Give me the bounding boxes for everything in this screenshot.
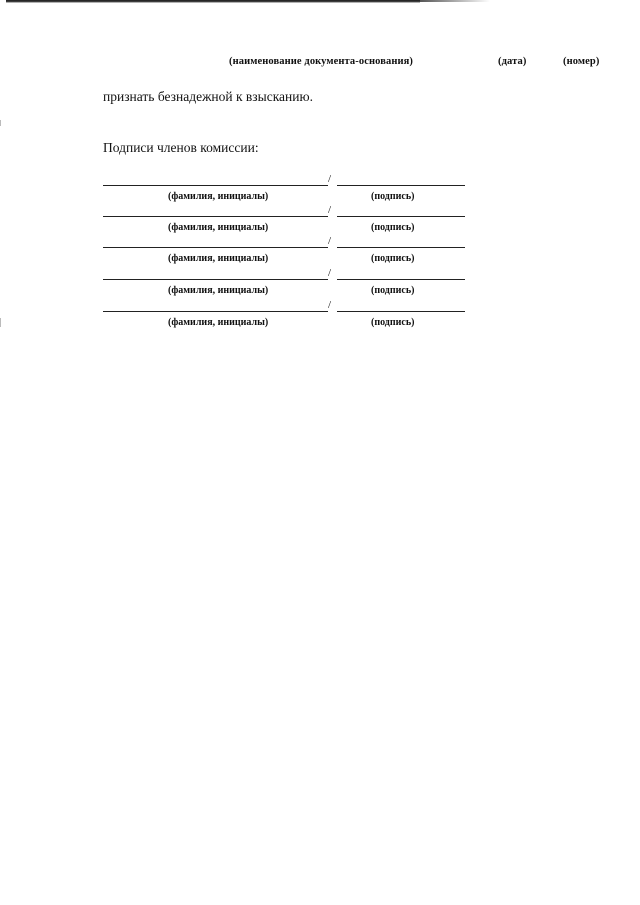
name-caption: (фамилия, инициалы) (168, 317, 269, 328)
signature-line[interactable] (337, 279, 465, 280)
signature-row (103, 267, 465, 311)
separator-slash: / (328, 173, 332, 185)
signature-row (103, 235, 465, 279)
signature-row (103, 299, 465, 343)
date-caption: (дата) (498, 56, 527, 67)
signature-caption: (подпись) (371, 253, 415, 264)
document-name-caption: (наименование документа-основания) (229, 56, 414, 67)
signature-line[interactable] (337, 311, 465, 312)
scan-margin-mark (0, 120, 1, 126)
signature-caption: (подпись) (371, 222, 415, 233)
scan-margin-mark (0, 318, 1, 327)
name-line[interactable] (103, 216, 328, 217)
separator-slash: / (328, 204, 332, 216)
signature-caption: (подпись) (371, 191, 415, 202)
separator-slash: / (328, 299, 332, 311)
scan-edge-line (6, 0, 420, 3)
decision-text: признать безнадежной к взысканию. (103, 89, 313, 104)
name-line[interactable] (103, 247, 328, 248)
name-caption: (фамилия, инициалы) (168, 253, 269, 264)
name-line[interactable] (103, 311, 328, 312)
signature-row (103, 204, 465, 248)
signatures-heading: Подписи членов комиссии: (103, 140, 259, 155)
signature-line[interactable] (337, 216, 465, 217)
name-line[interactable] (103, 185, 328, 186)
separator-slash: / (328, 235, 332, 247)
signature-line[interactable] (337, 247, 465, 248)
name-line[interactable] (103, 279, 328, 280)
name-caption: (фамилия, инициалы) (168, 191, 269, 202)
signature-row (103, 173, 465, 217)
signature-line[interactable] (337, 185, 465, 186)
signature-caption: (подпись) (371, 317, 415, 328)
name-caption: (фамилия, инициалы) (168, 222, 269, 233)
number-caption: (номер) (563, 56, 600, 67)
name-caption: (фамилия, инициалы) (168, 285, 269, 296)
separator-slash: / (328, 267, 332, 279)
scan-edge-line-fade (420, 0, 490, 2)
signature-caption: (подпись) (371, 285, 415, 296)
